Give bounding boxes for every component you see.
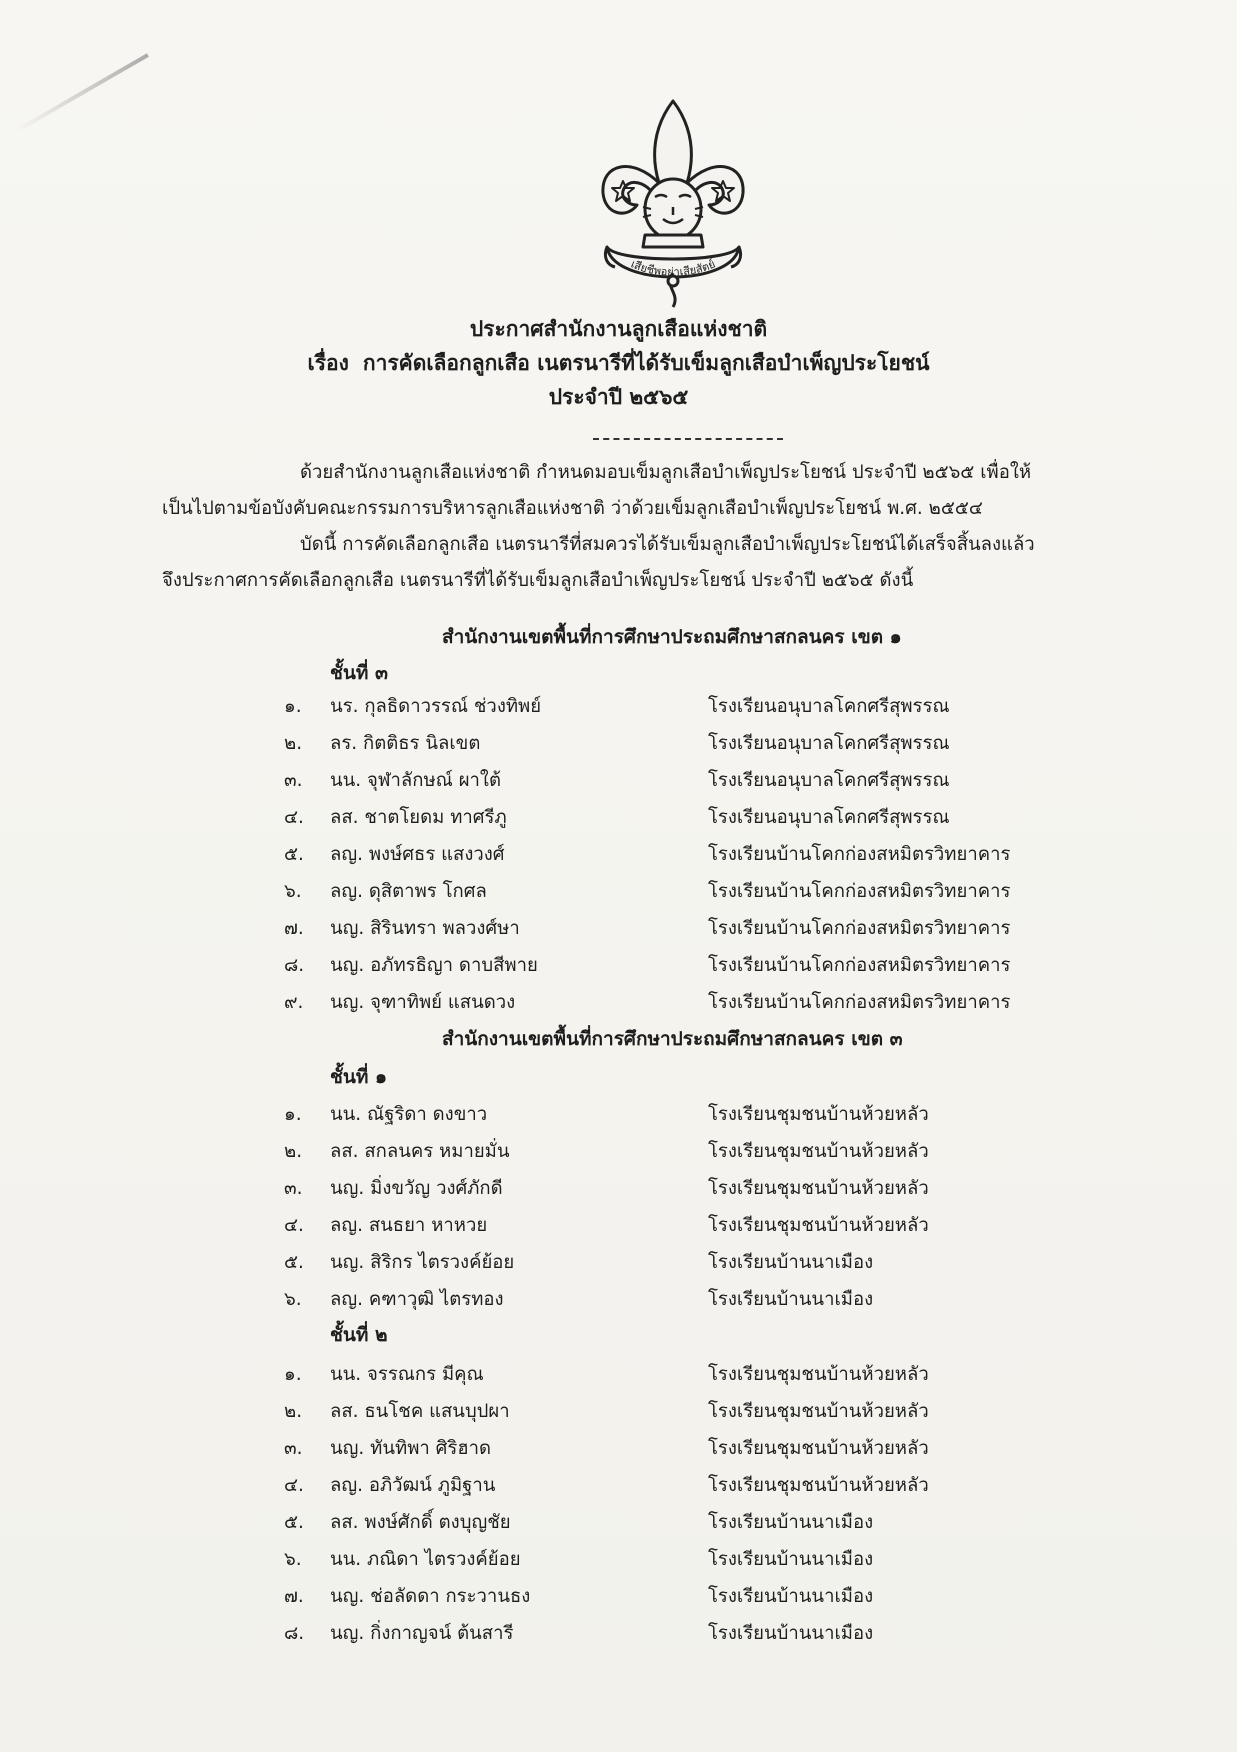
list-item: ๓. นญ. มิ่งขวัญ วงศ์ภักดี โรงเรียนชุมชนบ้านห้วยหลัว: [284, 1178, 929, 1199]
list-item: ๕. ลญ. พงษ์ศธร แสงวงศ์ โรงเรียนบ้านโคกก่องสหมิตรวิทยาคาร: [284, 844, 1011, 865]
scout-emblem-icon: [593, 97, 753, 309]
list-item: ๗. นญ. ช่อลัดดา กระวานธง โรงเรียนบ้านนาเมือง: [284, 1586, 874, 1607]
list-item: ๘. นญ. อภัทรธิญา ดาบสีพาย โรงเรียนบ้านโคกก่องสหมิตรวิทยาคาร: [284, 955, 1011, 976]
list-item: ๗. นญ. สิรินทรา พลวงศ์ษา โรงเรียนบ้านโคกก่องสหมิตรวิทยาคาร: [284, 918, 1011, 939]
list-item: ๕. นญ. สิริกร ไตรวงค์ย้อย โรงเรียนบ้านนาเมือง: [284, 1252, 874, 1273]
list-item: ๑. นร. กุลธิดาวรรณ์ ช่วงทิพย์ โรงเรียนอนุบาลโคกศรีสุพรรณ: [284, 696, 950, 717]
list-item: ๓. นญ. ทันทิพา ศิริฮาด โรงเรียนชุมชนบ้านห้วยหลัว: [284, 1438, 929, 1459]
list-item: ๖. ลญ. คฑาวุฒิ ไตรทอง โรงเรียนบ้านนาเมือง: [284, 1289, 874, 1310]
list-item: ๙. นญ. จุฑาทิพย์ แสนดวง โรงเรียนบ้านโคกก่องสหมิตรวิทยาคาร: [284, 992, 1011, 1013]
emblem-motto: เสียชีพอย่าเสียสัตย์: [628, 257, 718, 279]
list-item: ๕. ลส. พงษ์ศักดิ์ ตงบุญชัย โรงเรียนบ้านนาเมือง: [284, 1512, 874, 1533]
grade-heading: ชั้นที่ ๓: [330, 662, 389, 684]
list-item: ๓. นน. จุฬาลักษณ์ ผาใต้ โรงเรียนอนุบาลโคกศรีสุพรรณ: [284, 770, 950, 791]
announcement-title: [0, 312, 1237, 414]
list-item: ๔. ลส. ชาตโยดม ทาศรีภู โรงเรียนอนุบาลโคกศรีสุพรรณ: [284, 807, 950, 828]
title-line-2: [0, 346, 1237, 380]
list-item: ๔. ลญ. อภิวัฒน์ ภูมิฐาน โรงเรียนชุมชนบ้านห้วยหลัว: [284, 1475, 929, 1496]
title-line-3: ประจำปี ๒๕๖๕: [548, 385, 689, 409]
list-item: ๒. ลส. สกลนคร หมายมั่น โรงเรียนชุมชนบ้านห้วยหลัว: [284, 1141, 929, 1162]
grade-heading: ชั้นที่ ๑: [330, 1066, 388, 1088]
title-divider: [593, 438, 783, 440]
subject-label: เรื่อง: [307, 351, 349, 375]
title-line-1: ประกาศสำนักงานลูกเสือแห่งชาติ: [469, 317, 768, 341]
list-item: ๑. นน. ณัฐริดา ดงขาว โรงเรียนชุมชนบ้านห้วยหลัว: [284, 1104, 929, 1125]
intro-p1-line1: ด้วยสำนักงานลูกเสือแห่งชาติ กำหนดมอบเข็มลูกเสือบำเพ็ญประโยชน์ ประจำปี ๒๕๖๕ เพื่อให้: [300, 462, 1032, 483]
list-item: ๑. นน. จรรณกร มีคุณ โรงเรียนชุมชนบ้านห้วยหลัว: [284, 1364, 929, 1385]
intro-p2-line1: บัดนี้ การคัดเลือกลูกเสือ เนตรนารีที่สมควรได้รับเข็มลูกเสือบำเพ็ญประโยชน์ได้เสร็จสิ้นลงแล้ว: [300, 534, 1035, 555]
section-heading: สำนักงานเขตพื้นที่การศึกษาประถมศึกษาสกลนคร เขต ๓: [442, 1028, 903, 1050]
list-item: ๒. ลร. กิตติธร นิลเขต โรงเรียนอนุบาลโคกศรีสุพรรณ: [284, 733, 950, 754]
list-item: ๖. นน. ภณิดา ไตรวงค์ย้อย โรงเรียนบ้านนาเมือง: [284, 1549, 874, 1570]
subject-text: การคัดเลือกลูกเสือ เนตรนารีที่ได้รับเข็มลูกเสือบำเพ็ญประโยชน์: [362, 351, 930, 375]
list-item: ๘. นญ. กิ่งกาญจน์ ต้นสารี โรงเรียนบ้านนาเมือง: [284, 1623, 874, 1644]
section-heading: สำนักงานเขตพื้นที่การศึกษาประถมศึกษาสกลนคร เขต ๑: [442, 626, 902, 648]
grade-heading: ชั้นที่ ๒: [330, 1324, 388, 1346]
list-item: ๔. ลญ. สนธยา หาหวย โรงเรียนชุมชนบ้านห้วยหลัว: [284, 1215, 929, 1236]
list-item: ๖. ลญ. ดุสิตาพร โกศล โรงเรียนบ้านโคกก่องสหมิตรวิทยาคาร: [284, 881, 1011, 902]
intro-p2-line2: จึงประกาศการคัดเลือกลูกเสือ เนตรนารีที่ได้รับเข็มลูกเสือบำเพ็ญประโยชน์ ประจำปี ๒๕๖๕ ดังนี้: [162, 570, 914, 591]
scan-mark: [17, 53, 149, 131]
list-item: ๒. ลส. ธนโชค แสนบุปผา โรงเรียนชุมชนบ้านห้วยหลัว: [284, 1401, 929, 1422]
intro-p1-line2: เป็นไปตามข้อบังคับคณะกรรมการบริหารลูกเสือแห่งชาติ ว่าด้วยเข็มลูกเสือบำเพ็ญประโยชน์ พ.ศ. ๒๕๕๔: [162, 498, 983, 519]
